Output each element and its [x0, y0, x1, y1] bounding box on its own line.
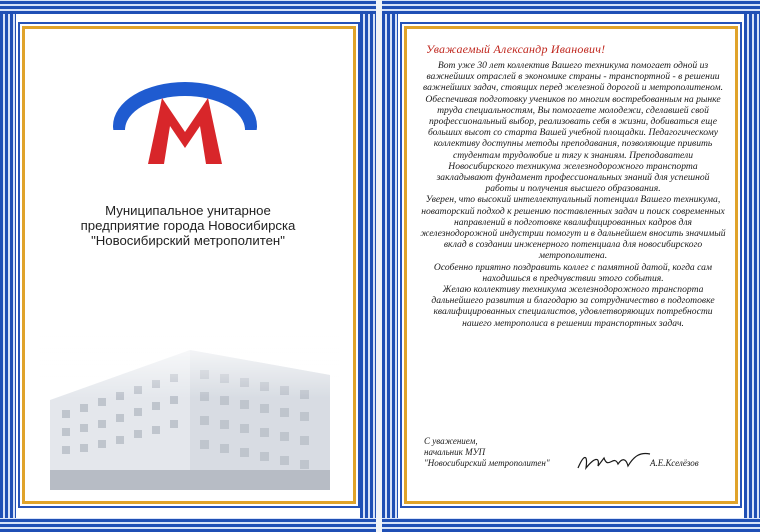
closing-line: "Новосибирский метрополитен" [424, 458, 550, 468]
letter-paragraph: Желаю коллективу техникума железнодорожного транспорта дальнейшего развития и благодарю за сотрудничество в подготовке квалифицированных специалистов, удовлетворяющих потребности нашего метрополиса в решении транспортных задач. [431, 284, 715, 329]
org-line: "Новосибирский метрополитен" [91, 233, 285, 248]
metro-logo-icon [110, 80, 260, 172]
letter-body [420, 60, 726, 329]
closing-block [424, 436, 550, 469]
org-line: предприятие города Новосибирска [80, 218, 296, 233]
border-left [382, 0, 398, 532]
border-top [0, 0, 376, 14]
border-right [360, 0, 376, 532]
org-line: Муниципальное унитарное [105, 203, 271, 218]
closing-line: начальник МУП [424, 447, 486, 457]
border-right [744, 0, 760, 532]
letter-paragraph: Вот уже 30 лет коллектив Вашего техникума помогает одной из важнейших отраслей в экономике страны - транспортной - в решении важнейших задач, стоящих перед железной дорогой и метрополитеном. [423, 60, 723, 94]
letter-paragraph: Уверен, что высокий интеллектуальный потенциал Вашего техникума, новаторский подход к решению поставленных задач и поиск современных направлений в подготовке квалифицированных кадров для железнодорожной индустрии помогут и в дальнейшем вносить значимый вклад в создании инженерного потенциала для новосибирского метрополитена. [420, 194, 726, 262]
border-left [0, 0, 16, 532]
signer-name: А.Е.Кселёзов [650, 458, 699, 468]
border-bottom [382, 518, 760, 532]
border-bottom [0, 518, 376, 532]
closing-line: С уважением, [424, 436, 478, 446]
border-top [382, 0, 760, 14]
building-illustration [40, 330, 340, 500]
letter-paragraph: Обеспечивая подготовку учеников по многим востребованным на рынке труда специальностям, Вы помогаете молодежи, сделавшей свой профессиональный выбор, реализовать себя в жизни, добиваться еще больших высот со старта Вашей учебной площадки. Педагогическому коллективу доступны методы преподавания, позволяющие привить студентам трудолюбие и тягу к знаниям. Преподаватели Новосибирского техникума железнодорожного транспорта закладывают фундамент профессиональных знаний для успешной работы и получения высшего образования. [425, 93, 721, 195]
organization-name [48, 203, 328, 248]
signature-icon [574, 448, 654, 476]
greeting: Уважаемый Александр Иванович! [426, 42, 606, 56]
letter-paragraph: Особенно приятно поздравить коллег с памятной датой, когда сам находишься в предчувствии этого события. [433, 261, 713, 284]
